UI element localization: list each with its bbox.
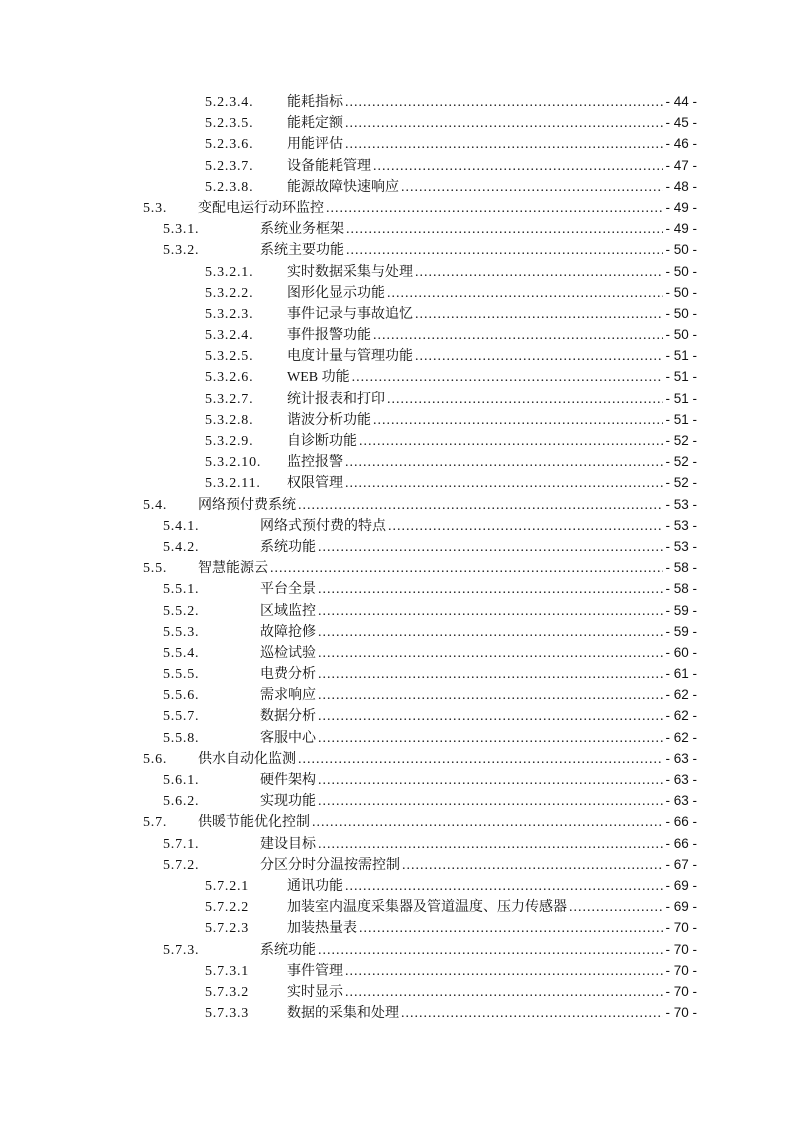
toc-entry-title: 自诊断功能 bbox=[287, 434, 357, 449]
dot-leader bbox=[388, 516, 663, 536]
toc-entry-page-number: - 66 - bbox=[665, 814, 697, 830]
toc-entry-title: 数据分析 bbox=[260, 709, 316, 725]
toc-entry-number: 5.3.2.11. bbox=[205, 476, 261, 492]
toc-entry-title: 区域监控 bbox=[260, 603, 316, 619]
toc-entry-page-number: - 67 - bbox=[665, 856, 697, 872]
toc-entry-title: 系统功能 bbox=[260, 942, 316, 958]
toc-entry-page-number: - 51 - bbox=[665, 411, 697, 427]
toc-entry[interactable] bbox=[96, 578, 697, 599]
toc-entry-number: 5.3.2.3. bbox=[205, 306, 254, 322]
toc-entry-title: 系统功能 bbox=[260, 539, 316, 555]
dot-leader bbox=[401, 1003, 663, 1023]
dot-leader bbox=[298, 749, 663, 769]
toc-entry-number: 5.2.3.4. bbox=[205, 95, 254, 110]
toc-entry[interactable] bbox=[96, 261, 697, 282]
toc-entry-title: 供水自动化监测 bbox=[198, 751, 296, 767]
dot-leader bbox=[318, 685, 663, 705]
dot-leader bbox=[401, 177, 663, 197]
toc-entry-number: 5.3.2.1. bbox=[205, 264, 254, 280]
toc-entry-number: 5.7.3.1 bbox=[205, 963, 250, 979]
toc-entry-page-number: - 52 - bbox=[665, 475, 697, 491]
toc-entry-number: 5.7.3.2 bbox=[205, 984, 250, 1000]
toc-entry[interactable] bbox=[96, 684, 697, 705]
toc-entry-page-number: - 70 - bbox=[665, 1005, 697, 1021]
toc-entry-title: 硬件架构 bbox=[260, 773, 316, 788]
toc-entry-page-number: - 69 - bbox=[665, 899, 697, 915]
dot-leader bbox=[415, 262, 663, 282]
toc-entry-number: 5.2.3.8. bbox=[205, 179, 254, 195]
dot-leader bbox=[298, 495, 663, 515]
toc-entry-number: 5.5.8. bbox=[163, 730, 200, 746]
toc-entry-page-number: - 44 - bbox=[665, 94, 697, 109]
toc-entry-page-number: - 70 - bbox=[665, 920, 697, 936]
toc-entry-title: 权限管理 bbox=[287, 476, 343, 492]
toc-entry-title: 事件报警功能 bbox=[287, 328, 371, 344]
toc-entry-page-number: - 46 - bbox=[665, 136, 697, 152]
toc-entry-title: WEB 功能 bbox=[287, 370, 350, 386]
toc-entry-page-number: - 51 - bbox=[665, 348, 697, 364]
dot-leader bbox=[352, 367, 664, 387]
toc-entry[interactable] bbox=[96, 705, 697, 726]
toc-entry-page-number: - 66 - bbox=[665, 835, 697, 851]
toc-entry-number: 5.7.2. bbox=[163, 857, 200, 873]
toc-entry[interactable] bbox=[96, 239, 697, 260]
toc-entry[interactable] bbox=[96, 303, 697, 324]
toc-entry-title: 网络预付费系统 bbox=[198, 497, 296, 513]
dot-leader bbox=[345, 961, 663, 981]
toc-entry-title: 实时数据采集与处理 bbox=[287, 264, 413, 280]
dot-leader bbox=[318, 728, 663, 748]
toc-entry[interactable] bbox=[96, 939, 697, 960]
toc-entry[interactable] bbox=[96, 854, 697, 875]
toc-entry-title: 客服中心 bbox=[260, 730, 316, 746]
toc-entry-page-number: - 69 - bbox=[665, 877, 697, 893]
dot-leader bbox=[312, 812, 663, 832]
toc-entry-page-number: - 63 - bbox=[665, 793, 697, 809]
toc-entry-number: 5.3.2. bbox=[163, 243, 200, 259]
toc-entry[interactable] bbox=[96, 557, 697, 578]
toc-entry-number: 5.3.2.6. bbox=[205, 370, 254, 386]
dot-leader bbox=[270, 558, 663, 578]
toc-entry-page-number: - 70 - bbox=[665, 941, 697, 957]
toc-entry-page-number: - 62 - bbox=[665, 708, 697, 724]
toc-entry-title: 故障抢修 bbox=[260, 624, 316, 640]
toc-entry-title: 通讯功能 bbox=[287, 878, 343, 894]
toc-entry-number: 5.2.3.5. bbox=[205, 116, 254, 132]
dot-leader bbox=[373, 156, 663, 176]
toc-entry-number: 5.6. bbox=[143, 751, 168, 767]
dot-leader bbox=[318, 622, 663, 642]
toc-entry[interactable] bbox=[96, 875, 697, 896]
toc-entry-title: 电费分析 bbox=[260, 667, 316, 683]
toc-entry-number: 5.6.1. bbox=[163, 773, 200, 788]
dot-leader bbox=[346, 219, 663, 239]
toc-entry-number: 5.3.2.8. bbox=[205, 412, 254, 428]
toc-entry-title: 网络式预付费的特点 bbox=[260, 518, 386, 534]
dot-leader bbox=[345, 113, 663, 133]
dot-leader bbox=[318, 770, 663, 790]
toc-entry-number: 5.5. bbox=[143, 561, 168, 577]
toc-entry-number: 5.3.2.7. bbox=[205, 391, 254, 407]
toc-entry[interactable] bbox=[96, 621, 697, 642]
toc-entry-number: 5.5.4. bbox=[163, 645, 200, 661]
toc-entry-page-number: - 63 - bbox=[665, 772, 697, 787]
toc-entry-title: 谐波分析功能 bbox=[287, 412, 371, 428]
dot-leader bbox=[402, 855, 663, 875]
toc-entry-number: 5.2.3.6. bbox=[205, 137, 254, 153]
dot-leader bbox=[345, 473, 663, 493]
toc-entry-page-number: - 53 - bbox=[665, 517, 697, 533]
toc-entry[interactable] bbox=[96, 282, 697, 303]
dot-leader bbox=[373, 410, 663, 430]
dot-leader bbox=[359, 431, 663, 451]
toc-entry-title: 电度计量与管理功能 bbox=[287, 349, 413, 365]
toc-entry-number: 5.3.2.5. bbox=[205, 349, 254, 365]
toc-entry-page-number: - 58 - bbox=[665, 560, 697, 576]
toc-entry-page-number: - 50 - bbox=[665, 305, 697, 321]
dot-leader bbox=[318, 706, 663, 726]
toc-entry-number: 5.7.3.3 bbox=[205, 1006, 250, 1022]
dot-leader bbox=[318, 834, 663, 854]
toc-entry[interactable] bbox=[96, 833, 697, 854]
toc-entry-page-number: - 50 - bbox=[665, 242, 697, 258]
toc-entry[interactable] bbox=[96, 642, 697, 663]
toc-entry-title: 加装室内温度采集器及管道温度、压力传感器 bbox=[287, 900, 567, 916]
toc-entry-number: 5.3.2.4. bbox=[205, 328, 254, 344]
toc-entry-page-number: - 53 - bbox=[665, 538, 697, 554]
toc-entry-page-number: - 59 - bbox=[665, 602, 697, 618]
toc-entry[interactable] bbox=[96, 811, 697, 832]
toc-entry[interactable] bbox=[96, 112, 697, 133]
toc-entry[interactable] bbox=[96, 176, 697, 197]
toc-entry-number: 5.4. bbox=[143, 497, 168, 513]
toc-entry-page-number: - 49 - bbox=[665, 199, 697, 215]
toc-entry-title: 加装热量表 bbox=[287, 921, 357, 937]
dot-leader bbox=[318, 537, 663, 557]
toc-entry-page-number: - 45 - bbox=[665, 115, 697, 131]
dot-leader bbox=[318, 643, 663, 663]
toc-entry[interactable] bbox=[96, 748, 697, 769]
toc-entry-number: 5.6.2. bbox=[163, 794, 200, 810]
toc-entry[interactable] bbox=[96, 430, 697, 451]
toc-entry-number: 5.3.2.10. bbox=[205, 455, 262, 471]
toc-entry[interactable] bbox=[96, 133, 697, 154]
toc-entry[interactable] bbox=[96, 790, 697, 811]
toc-entry-page-number: - 61 - bbox=[665, 666, 697, 682]
toc-entry[interactable] bbox=[96, 727, 697, 748]
toc-entry-number: 5.5.2. bbox=[163, 603, 200, 619]
toc-entry[interactable] bbox=[96, 345, 697, 366]
toc-entry[interactable] bbox=[96, 91, 697, 112]
toc-entry-title: 智慧能源云 bbox=[198, 561, 268, 577]
toc-entry[interactable] bbox=[96, 155, 697, 176]
toc-entry-number: 5.4.1. bbox=[163, 518, 200, 534]
toc-entry[interactable] bbox=[96, 960, 697, 981]
toc-entry[interactable] bbox=[96, 896, 697, 917]
toc-entry-number: 5.2.3.7. bbox=[205, 158, 254, 174]
toc-entry[interactable] bbox=[96, 472, 697, 493]
toc-entry-title: 图形化显示功能 bbox=[287, 285, 385, 301]
toc-entry-page-number: - 50 - bbox=[665, 327, 697, 343]
toc-entry[interactable] bbox=[96, 494, 697, 515]
dot-leader bbox=[318, 579, 663, 599]
toc-entry-title: 平台全景 bbox=[260, 582, 316, 598]
dot-leader bbox=[345, 982, 663, 1002]
dot-leader bbox=[345, 134, 663, 154]
toc-entry-title: 供暖节能优化控制 bbox=[198, 815, 310, 831]
dot-leader bbox=[345, 876, 663, 896]
toc-entry-number: 5.3.2.9. bbox=[205, 434, 254, 449]
toc-entry[interactable] bbox=[96, 366, 697, 387]
toc-entry-number: 5.5.7. bbox=[163, 709, 200, 725]
toc-entry-title: 系统主要功能 bbox=[260, 243, 344, 259]
dot-leader bbox=[346, 240, 663, 260]
toc-entry-page-number: - 51 - bbox=[665, 369, 697, 385]
toc-entry-title: 能耗指标 bbox=[287, 95, 343, 110]
toc-entry-title: 能源故障快速响应 bbox=[287, 179, 399, 195]
dot-leader bbox=[387, 389, 663, 409]
toc-entry-number: 5.7.1. bbox=[163, 836, 200, 852]
toc-entry-title: 用能评估 bbox=[287, 137, 343, 153]
toc-entry-page-number: - 58 - bbox=[665, 581, 697, 597]
toc-entry-title: 数据的采集和处理 bbox=[287, 1006, 399, 1022]
toc-entry-title: 实现功能 bbox=[260, 794, 316, 810]
toc-entry-page-number: - 53 - bbox=[665, 496, 697, 512]
toc-entry-page-number: - 47 - bbox=[665, 157, 697, 173]
toc-entry-number: 5.5.1. bbox=[163, 582, 200, 598]
toc-entry-title: 建设目标 bbox=[260, 836, 316, 852]
toc-entry[interactable] bbox=[96, 515, 697, 536]
toc-entry[interactable] bbox=[96, 388, 697, 409]
toc-entry-page-number: - 52 - bbox=[665, 454, 697, 470]
dot-leader bbox=[345, 452, 663, 472]
toc-entry-title: 变配电运行动环监控 bbox=[198, 200, 324, 216]
dot-leader bbox=[318, 940, 663, 960]
toc-entry-title: 系统业务框架 bbox=[260, 222, 344, 238]
toc-entry[interactable] bbox=[96, 917, 697, 938]
toc-entry-page-number: - 50 - bbox=[665, 263, 697, 279]
dot-leader bbox=[318, 791, 663, 811]
toc-entry-title: 实时显示 bbox=[287, 984, 343, 1000]
toc-entry-number: 5.5.3. bbox=[163, 624, 200, 640]
dot-leader bbox=[415, 304, 663, 324]
toc-entry-page-number: - 70 - bbox=[665, 962, 697, 978]
toc-entry-number: 5.4.2. bbox=[163, 539, 200, 555]
toc-entry-title: 需求响应 bbox=[260, 688, 316, 704]
toc-entry[interactable] bbox=[96, 1002, 697, 1023]
dot-leader bbox=[318, 601, 663, 621]
toc-entry-number: 5.3. bbox=[143, 200, 168, 216]
toc-entry-page-number: - 50 - bbox=[665, 284, 697, 300]
dot-leader bbox=[359, 918, 663, 938]
dot-leader bbox=[373, 325, 663, 345]
toc-entry[interactable] bbox=[96, 451, 697, 472]
toc-entry-title: 监控报警 bbox=[287, 455, 343, 471]
toc-entry-number: 5.3.1. bbox=[163, 222, 200, 238]
toc-entry-title: 分区分时分温按需控制 bbox=[260, 857, 400, 873]
toc-entry-page-number: - 60 - bbox=[665, 644, 697, 660]
toc-entry-number: 5.7.2.2 bbox=[205, 900, 250, 916]
toc-entry-page-number: - 62 - bbox=[665, 687, 697, 703]
toc-entry-page-number: - 48 - bbox=[665, 178, 697, 194]
dot-leader bbox=[387, 283, 663, 303]
toc-entry-number: 5.3.2.2. bbox=[205, 285, 254, 301]
toc-entry-page-number: - 70 - bbox=[665, 983, 697, 999]
toc-entry-page-number: - 49 - bbox=[665, 221, 697, 237]
toc-entry-title: 设备能耗管理 bbox=[287, 158, 371, 174]
toc-entry[interactable] bbox=[96, 600, 697, 621]
table-of-contents bbox=[96, 91, 697, 1023]
toc-entry-number: 5.5.6. bbox=[163, 688, 200, 704]
toc-entry-number: 5.7.3. bbox=[163, 942, 200, 958]
dot-leader bbox=[345, 92, 663, 112]
toc-entry-page-number: - 62 - bbox=[665, 729, 697, 745]
toc-entry-title: 统计报表和打印 bbox=[287, 391, 385, 407]
toc-entry-page-number: - 63 - bbox=[665, 750, 697, 766]
toc-entry[interactable] bbox=[96, 197, 697, 218]
dot-leader bbox=[318, 664, 663, 684]
toc-entry-page-number: - 59 - bbox=[665, 623, 697, 639]
toc-entry[interactable] bbox=[96, 324, 697, 345]
toc-entry-title: 事件管理 bbox=[287, 963, 343, 979]
toc-entry-number: 5.5.5. bbox=[163, 667, 200, 683]
toc-entry-title: 能耗定额 bbox=[287, 116, 343, 132]
dot-leader bbox=[569, 897, 663, 917]
toc-entry[interactable] bbox=[96, 769, 697, 790]
toc-entry-page-number: - 52 - bbox=[665, 433, 697, 448]
toc-entry[interactable] bbox=[96, 981, 697, 1002]
toc-entry[interactable] bbox=[96, 663, 697, 684]
toc-entry-number: 5.7.2.3 bbox=[205, 921, 250, 937]
dot-leader bbox=[326, 198, 663, 218]
toc-entry-page-number: - 51 - bbox=[665, 390, 697, 406]
toc-entry-title: 巡检试验 bbox=[260, 645, 316, 661]
toc-entry-number: 5.7.2.1 bbox=[205, 878, 250, 894]
toc-entry[interactable] bbox=[96, 218, 697, 239]
dot-leader bbox=[415, 346, 663, 366]
toc-entry-number: 5.7. bbox=[143, 815, 168, 831]
toc-entry-title: 事件记录与事故追忆 bbox=[287, 306, 413, 322]
toc-entry[interactable] bbox=[96, 409, 697, 430]
toc-entry[interactable] bbox=[96, 536, 697, 557]
